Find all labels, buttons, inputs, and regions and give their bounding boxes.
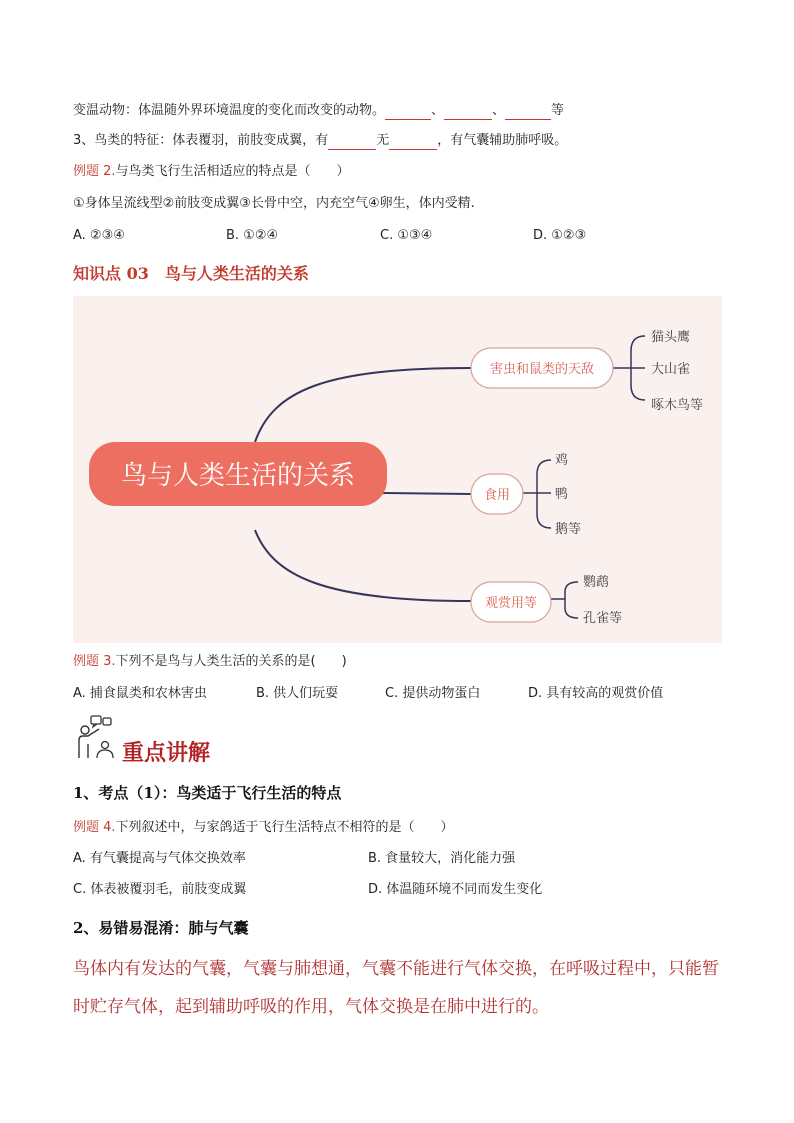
blank-5 bbox=[389, 135, 437, 150]
leaf-2-3: 鹅等 bbox=[555, 522, 582, 537]
features-mid: 无 bbox=[376, 133, 390, 148]
connector-center-branch-2 bbox=[383, 493, 471, 494]
connector-branch-3-leaves bbox=[551, 582, 578, 618]
cold-blooded-definition bbox=[73, 102, 564, 120]
example-4-question bbox=[73, 819, 454, 837]
leaf-1-2: 大山雀 bbox=[651, 362, 691, 377]
leaf-2-1: 鸡 bbox=[555, 453, 569, 468]
example-2-question bbox=[73, 163, 350, 181]
blank-3 bbox=[505, 105, 551, 120]
leaf-1-1: 猫头鹰 bbox=[651, 330, 691, 345]
explanation-paragraph: 鸟体内有发达的气囊，气囊与肺想通，气囊不能进行气体交换，在呼吸过程中，只能暂时贮存气体，起到辅助呼吸的作用，气体交换是在肺中进行的。 bbox=[73, 959, 719, 1017]
end-text: 等 bbox=[551, 103, 565, 118]
connector-branch-1-leaves bbox=[613, 336, 645, 400]
connector-center-branch-1 bbox=[255, 368, 471, 442]
example-2-option-b: B. ①②④ bbox=[226, 228, 279, 243]
definition-text: 变温动物：体温随外界环境温度的变化而改变的动物。 bbox=[73, 103, 386, 118]
leaf-2-2: 鸭 bbox=[555, 487, 569, 502]
example-3-label: 例题 3. bbox=[73, 654, 116, 669]
example-2-label: 例题 2. bbox=[73, 164, 116, 179]
example-3-question bbox=[73, 653, 347, 671]
sep-2: 、 bbox=[492, 103, 506, 118]
blank-4 bbox=[328, 135, 376, 150]
presenter-icon bbox=[75, 714, 119, 760]
leaf-1-3: 啄木鸟等 bbox=[651, 398, 704, 413]
example-4-text: 下列叙述中，与家鸽适于飞行生活特点不相符的是（ ） bbox=[115, 820, 454, 835]
connector-branch-2-leaves bbox=[523, 460, 551, 528]
features-suffix: ，有气囊辅助肺呼吸。 bbox=[437, 133, 568, 148]
keypoint-2-title: 2、易错易混淆：肺与气囊 bbox=[73, 919, 249, 937]
example-2-option-d: D. ①②③ bbox=[533, 228, 587, 243]
example-4-label: 例题 4. bbox=[73, 820, 116, 835]
example-3-text: 下列不是鸟与人类生活的关系的是( ) bbox=[115, 654, 347, 669]
example-2-option-c: C. ①③④ bbox=[380, 228, 433, 243]
sep-1: 、 bbox=[431, 103, 445, 118]
example-3-option-b: B. 供人们玩耍 bbox=[256, 686, 339, 701]
keypoint-1-title: 1、考点（1）：鸟类适于飞行生活的特点 bbox=[73, 784, 342, 802]
branch-1-label: 害虫和鼠类的天敌 bbox=[489, 362, 595, 377]
branch-3-label: 观赏用等 bbox=[484, 596, 538, 611]
section-3-title: 知识点 03 鸟与人类生活的关系 bbox=[73, 264, 309, 283]
keypoints-title: 重点讲解 bbox=[122, 740, 211, 766]
example-4-option-a: A. 有气囊提高与气体交换效率 bbox=[73, 851, 246, 866]
example-4-option-c: C. 体表被覆羽毛，前肢变成翼 bbox=[73, 882, 247, 897]
connector-center-branch-3 bbox=[255, 530, 471, 601]
mind-map-svg bbox=[73, 296, 722, 643]
example-3-option-a: A. 捕食鼠类和农林害虫 bbox=[73, 686, 207, 701]
leaf-3-2: 孔雀等 bbox=[583, 611, 623, 626]
example-4-option-b: B. 食量较大，消化能力强 bbox=[368, 851, 516, 866]
branch-2-label: 食用 bbox=[483, 488, 511, 503]
example-2-detail: ①身体呈流线型②前肢变成翼③长骨中空，内充空气④卵生，体内受精. bbox=[73, 196, 475, 211]
example-3-option-c: C. 提供动物蛋白 bbox=[385, 686, 481, 701]
mind-map bbox=[73, 296, 722, 643]
blank-1 bbox=[385, 105, 431, 120]
features-prefix: 3、鸟类的特征：体表覆羽，前肢变成翼，有 bbox=[73, 133, 329, 148]
center-node-label: 鸟与人类生活的关系 bbox=[120, 461, 356, 491]
leaf-3-1: 鹦鹉 bbox=[583, 575, 610, 590]
example-3-option-d: D. 具有较高的观赏价值 bbox=[528, 686, 664, 701]
blank-2 bbox=[444, 105, 492, 120]
example-2-option-a: A. ②③④ bbox=[73, 228, 125, 243]
bird-features bbox=[73, 132, 567, 150]
example-4-option-d: D. 体温随环境不同而发生变化 bbox=[368, 882, 543, 897]
example-2-text: 与鸟类飞行生活相适应的特点是（ ） bbox=[115, 164, 350, 179]
